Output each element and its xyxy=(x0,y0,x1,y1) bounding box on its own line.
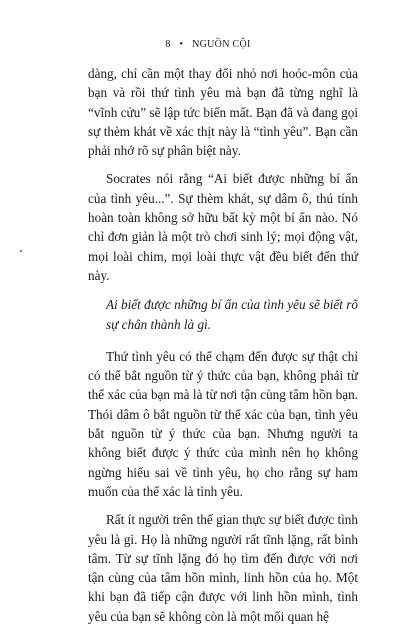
pull-quote: Ai biết được những bí ẩn của tình yêu sẽ biết rõ sự chân thành là gì. xyxy=(106,297,358,332)
paragraph-continued: dàng, chỉ cần một thay đổi nhỏ nơi hoóc-môn của bạn và rồi thứ tình yêu mà bạn đã từng nghĩ là “vĩnh cửu” sẽ lập tức biến mất. Bạn đã và đang gọi sự thèm khát về xác thịt này là “tình yêu”. Bạn cần phải nhớ rõ sự phân biệt này. xyxy=(88,66,358,159)
header-bullet: • xyxy=(179,39,184,50)
chapter-title: NGUỒN CỘI xyxy=(192,39,251,50)
body-text xyxy=(88,64,358,626)
paragraph: Socrates nói rằng “Ai biết được những bí ẩn của tình yêu...”. Sự thèm khát, sự dâm ô, thú tính hoàn toàn không sở hữu bất kỳ một bí ẩn nào. Nó chỉ đơn giản là một trò chơi sinh lý; mọi động vật, mọi loài chim, mọi loài thực vật đều biết đến thứ này. xyxy=(88,171,358,283)
paragraph: Rất ít người trên thế gian thực sự biết được tình yêu là gì. Họ là những người rất tĩnh lặng, rất bình tâm. Từ sự tĩnh lặng đó họ tìm đến được với nơi tận cùng của tâm hồn mình, linh hồn của họ. Một khi bạn đã tiếp cận được với linh hồn mình, tình yêu của bạn sẽ không còn là một mối quan hệ xyxy=(88,512,358,624)
paragraph: Thứ tình yêu có thể chạm đến được sự thật chỉ có thể bắt nguồn từ ý thức của bạn, không phải từ thể xác của bạn mà là từ nơi tận cùng tâm hồn bạn. Thói dâm ô bắt nguồn từ thể xác của bạn, tình yêu bắt nguồn từ ý thức của bạn. Nhưng người ta không biết được ý thức của mình nên họ không ngừng hiểu sai về tình yêu, họ cho rằng sự ham muốn của thể xác là tình yêu. xyxy=(88,348,358,499)
running-header xyxy=(0,39,416,50)
page-number: 8 xyxy=(165,39,171,50)
margin-speck xyxy=(20,250,22,252)
